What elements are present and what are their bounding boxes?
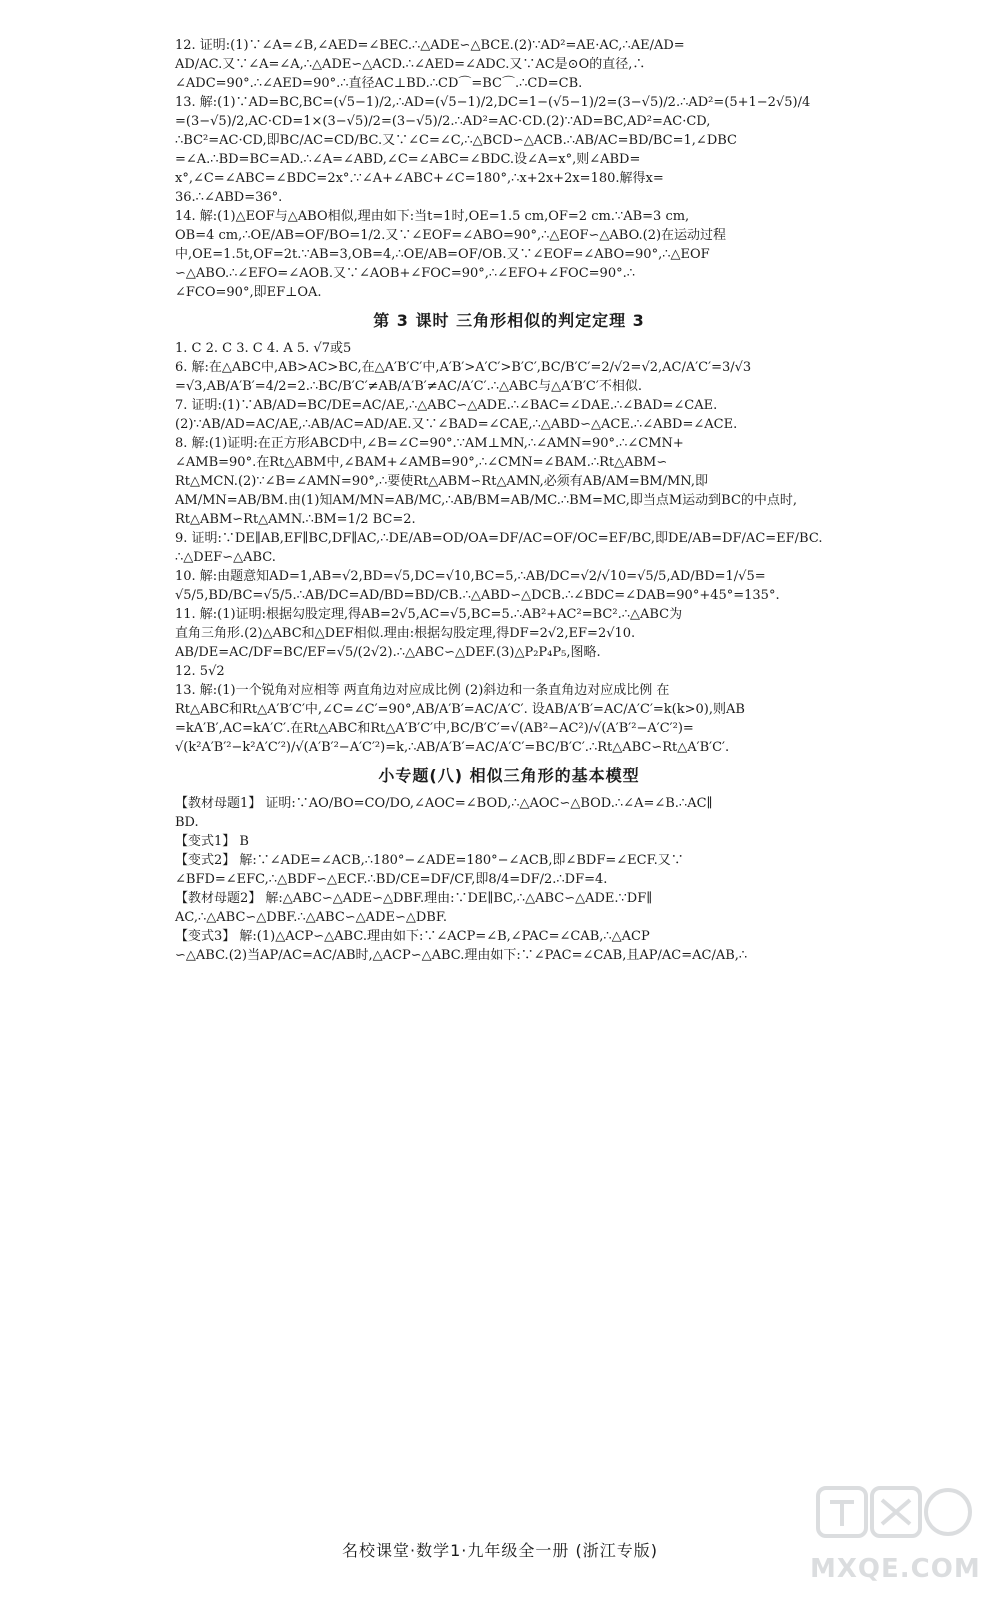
answer-content [175,36,843,965]
answer-line: BD. [175,815,199,830]
answer-line: ∠FCO=90°,即EF⊥OA. [175,285,322,300]
answer-line: 【变式1】 B [175,834,249,849]
answer-line: x°,∠C=∠ABC=∠BDC=2x°.∵∠A+∠ABC+∠C=180°,∴x+2x+2x=180.解得x= [175,171,664,186]
answer-line: AC,∴△ABC∽△DBF.∴△ABC∽△ADE∽△DBF. [175,910,447,925]
answer-line: ∠ADC=90°.∴∠AED=90°.∴直径AC⊥BD.∴CD⌒=BC⌒.∴CD=CB. [175,76,583,91]
answer-line: AD/AC.又∵∠A=∠A,∴△ADE∽△ACD.∴∠AED=∠ADC.又∵AC是⊙O的直径,∴ [175,57,646,72]
answer-line: 13. 解:(1)一个锐角对应相等 两直角边对应成比例 (2)斜边和一条直角边对应成比例 在 [175,683,670,698]
answer-line: Rt△MCN.(2)∵∠B=∠AMN=90°,∴要使Rt△ABM∽Rt△AMN,必须有AB/AM=BM/MN,即 [175,474,708,489]
answer-line: Rt△ABC和Rt△A′B′C′中,∠C=∠C′=90°,AB/A′B′=AC/A′C′. 设AB/A′B′=AC/A′C′=k(k>0),则AB [175,702,745,717]
answer-line: =(3−√5)/2,AC·CD=1×(3−√5)/2=(3−√5)/2.∴AD²=AC·CD.(2)∵AD=BC,AD²=AC·CD, [175,114,711,129]
answer-line: 【教材母题2】 解:△ABC∽△ADE∽△DBF.理由:∵DE∥BC,∴△ABC∽△ADE.∵DF∥ [175,891,653,906]
answer-line: AM/MN=AB/BM.由(1)知AM/MN=AB/MC,∴AB/BM=AB/MC.∴BM=MC,即当点M运动到BC的中点时, [175,493,798,508]
answer-line: 10. 解:由题意知AD=1,AB=√2,BD=√5,DC=√10,BC=5,∴AB/DC=√2/√10=√5/5,AD/BD=1/√5= [175,569,766,584]
answer-line: (2)∵AB/AD=AC/AE,∴AB/AC=AD/AE.又∵∠BAD=∠CAE,∴△ABD∽△ACE.∴∠ABD=∠ACE. [175,417,738,432]
answer-line: 7. 证明:(1)∵AB/AD=BC/DE=AC/AE,∴△ABC∽△ADE.∴∠BAC=∠DAE.∴∠BAD=∠CAE. [175,398,718,413]
answer-line: 中,OE=1.5t,OF=2t.∵AB=3,OB=4,∴OE/AB=OF/OB.又∵∠EOF=∠ABO=90°,∴△EOF [175,247,710,262]
answer-line: ∴BC²=AC·CD,即BC/AC=CD/BC.又∵∠C=∠C,∴△BCD∽△ACB.∴AB/AC=BD/BC=1,∠DBC [175,133,737,148]
answer-line: √5/5,BD/BC=√5/5.∴AB/DC=AD/BD=BD/CB.∴△ABD∽△DCB.∴∠BDC=∠DAB=90°+45°=135°. [175,588,780,603]
answer-line: 14. 解:(1)△EOF与△ABO相似,理由如下:当t=1时,OE=1.5 cm,OF=2 cm.∵AB=3 cm, [175,209,690,224]
answer-line: 11. 解:(1)证明:根据勾股定理,得AB=2√5,AC=√5,BC=5.∴AB²+AC²=BC².∴△ABC为 [175,607,683,622]
answer-line: 12. 证明:(1)∵∠A=∠B,∠AED=∠BEC.∴△ADE∽△BCE.(2)∵AD²=AE·AC,∴AE/AD= [175,38,685,53]
answers-block-1 [175,36,843,302]
section-title-special-topic: 小专题(八) 相似三角形的基本模型 [378,766,640,785]
answer-line: Rt△ABM∽Rt△AMN.∴BM=1/2 BC=2. [175,512,416,527]
answer-line: =kA′B′,AC=kA′C′.在Rt△ABC和Rt△A′B′C′中,BC/B′C′=√(AB²−AC²)/√(A′B′²−A′C′²)= [175,721,694,736]
watermark-logo-icon [810,1478,980,1558]
answer-line: ∠BFD=∠EFC,∴△BDF∽△ECF.∴BD/CE=DF/CF,即8/4=DF/2.∴DF=4. [175,872,608,887]
page-footer: 名校课堂·数学1·九年级全一册 (浙江专版) [342,1541,658,1560]
answer-line: 1. C 2. C 3. C 4. A 5. √7或5 [175,341,352,356]
answer-line: 6. 解:在△ABC中,AB>AC>BC,在△A′B′C′中,A′B′>A′C′>B′C′,BC/B′C′=2/√2=√2,AC/A′C′=3/√3 [175,360,752,375]
answer-line: 直角三角形.(2)△ABC和△DEF相似.理由:根据勾股定理,得DF=2√2,EF=2√10. [175,626,636,641]
answer-line: √(k²A′B′²−k²A′C′²)/√(A′B′²−A′C′²)=k,∴AB/A′B′=AC/A′C′=BC/B′C′.∴Rt△ABC∽Rt△A′B′C′. [175,740,730,755]
answers-block-2 [175,339,843,757]
answer-line: 【变式3】 解:(1)△ACP∽△ABC.理由如下:∵∠ACP=∠B,∠PAC=∠CAB,∴△ACP [175,929,650,944]
answer-line: 9. 证明:∵DE∥AB,EF∥BC,DF∥AC,∴DE/AB=OD/OA=DF/AC=OF/OC=EF/BC,即DE/AB=DF/AC=EF/BC. [175,531,823,546]
answer-line: ∠AMB=90°.在Rt△ABM中,∠BAM+∠AMB=90°,∴∠CMN=∠BAM.∴Rt△ABM∽ [175,455,668,470]
answer-line: ∽△ABO.∴∠EFO=∠AOB.又∵∠AOB+∠FOC=90°,∴∠EFO+∠FOC=90°.∴ [175,266,635,281]
answer-line: =∠A.∴BD=BC=AD.∴∠A=∠ABD,∠C=∠ABC=∠BDC.设∠A=x°,则∠ABD= [175,152,641,167]
answers-block-3 [175,794,843,965]
answer-line: 8. 解:(1)证明:在正方形ABCD中,∠B=∠C=90°.∵AM⊥MN,∴∠AMN=90°.∴∠CMN+ [175,436,684,451]
watermark-text: MXQE.COM [810,1554,981,1584]
section-title-lesson3: 第 3 课时 三角形相似的判定定理 3 [373,311,645,330]
answer-line: ∽△ABC.(2)当AP/AC=AC/AB时,△ACP∽△ABC.理由如下:∵∠PAC=∠CAB,且AP/AC=AC/AB,∴ [175,948,748,963]
site-watermark [810,1478,980,1588]
answer-line: AB/DE=AC/DF=BC/EF=√5/(2√2).∴△ABC∽△DEF.(3)△P₂P₄P₅,图略. [175,645,601,660]
answer-line: 【变式2】 解:∵∠ADE=∠ACB,∴180°−∠ADE=180°−∠ACB,即∠BDF=∠ECF.又∵ [175,853,684,868]
answer-line: =√3,AB/A′B′=4/2=2.∴BC/B′C′≠AB/A′B′≠AC/A′C′.∴△ABC与△A′B′C′不相似. [175,379,642,394]
answer-line: 【教材母题1】 证明:∵AO/BO=CO/DO,∠AOC=∠BOD,∴△AOC∽△BOD.∴∠A=∠B.∴AC∥ [175,796,713,811]
answer-line: 13. 解:(1)∵AD=BC,BC=(√5−1)/2,∴AD=(√5−1)/2,DC=1−(√5−1)/2=(3−√5)/2.∴AD²=(5+1−2√5)/4 [175,95,811,110]
answer-line: 12. 5√2 [175,664,225,679]
answer-line: 36.∴∠ABD=36°. [175,190,283,205]
answer-line: ∴△DEF∽△ABC. [175,550,276,565]
answer-line: OB=4 cm,∴OE/AB=OF/BO=1/2.又∵∠EOF=∠ABO=90°,∴△EOF∽△ABO.(2)在运动过程 [175,228,727,243]
